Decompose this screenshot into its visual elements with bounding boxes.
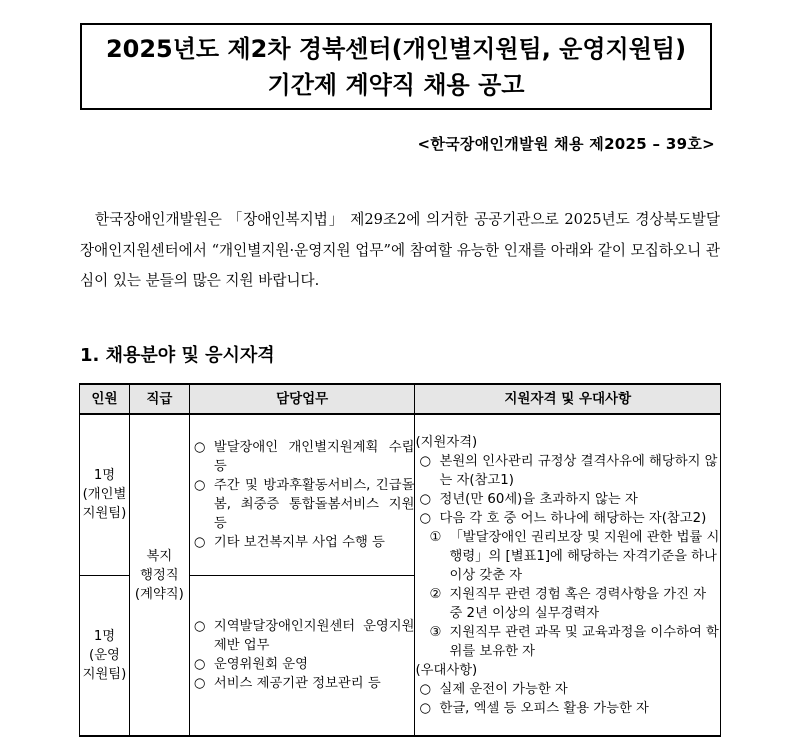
list-item: ○ 발달장애인 개인별지원계획 수립 등 [193, 439, 415, 474]
header-rank: 직급 [129, 384, 189, 414]
qualifications-cell [415, 414, 721, 736]
qualification-heading: (지원자격) [415, 434, 478, 450]
intro-paragraph [80, 205, 720, 297]
list-item: ○ 다음 각 호 중 어느 하나에 해당하는 자(참고2) [419, 510, 707, 526]
list-item: ○ 정년(만 60세)을 초과하지 않는 자 [419, 491, 638, 507]
list-item: ○ 기타 보건복지부 사업 수행 등 [193, 534, 385, 550]
list-item: ② 지원직무 관련 경험 혹은 경력사항을 가진 자 중 2년 이상의 실무경력자 [429, 586, 707, 621]
duties-list [190, 617, 415, 693]
rank-cell: 복지 행정직 (계약직) [129, 414, 189, 736]
list-item: ○ 지역발달장애인지원센터 운영지원 제반 업무 [193, 619, 415, 654]
header-count: 인원 [80, 384, 130, 414]
table-header-row [80, 384, 721, 414]
headcount-cell: 1명 (운영 지원팀) [80, 575, 130, 736]
notice-number: <한국장애인개발원 채용 제2025 – 39호> [417, 135, 715, 153]
list-item: ○ 실제 운전이 가능한 자 [419, 681, 568, 697]
list-item: ○ 운영위원회 운영 [193, 657, 308, 673]
headcount-cell: 1명 (개인별 지원팀) [80, 414, 130, 575]
list-item: ○ 서비스 제공기관 정보관리 등 [193, 676, 381, 692]
header-qualifications: 지원자격 및 우대사항 [415, 384, 721, 414]
notice-title-box [80, 23, 712, 110]
notice-title-line1: 2025년도 제2차 경북센터(개인별지원팀, 운영지원팀) [105, 35, 687, 63]
list-item: ○ 한글, 엑셀 등 오피스 활용 가능한 자 [419, 700, 649, 716]
list-item: ③ 지원직무 관련 과목 및 교육과정을 이수하여 학위를 보유한 자 [429, 624, 719, 659]
intro-text: 한국장애인개발원은 「장애인복지법」 제29조2에 의거한 공공기관으로 2025년도 경상북도발달장애인지원센터에서 “개인별지원·운영지원 업무”에 참여할 유능한 인재를 아래와 같이 모집하오니 관심이 있는 분들의 많은 지원 바랍니다. [80, 211, 720, 289]
criteria-sub-list [415, 528, 720, 661]
qualification-list [415, 452, 720, 528]
list-item: ○ 본원의 인사관리 규정상 결격사유에 해당하지 않는 자(참고1) [419, 453, 718, 488]
preference-heading: (우대사항) [415, 662, 478, 678]
duties-cell [189, 575, 415, 736]
table-row [80, 414, 721, 575]
duties-list [190, 438, 415, 552]
header-duties: 담당업무 [189, 384, 415, 414]
preference-list [415, 680, 720, 718]
recruitment-table [79, 383, 721, 737]
notice-title-line2: 기간제 계약직 채용 공고 [267, 71, 525, 99]
list-item: ○ 주간 및 방과후활동서비스, 긴급돌봄, 최중증 통합돌봄서비스 지원 등 [193, 477, 415, 531]
list-item: ① 「발달장애인 권리보장 및 지원에 관한 법률 시행령」의 [별표1]에 해당하는 자격기준을 하나 이상 갖춘 자 [429, 529, 720, 583]
duties-cell [189, 414, 415, 575]
section-heading: 1. 채용분야 및 응시자격 [80, 345, 275, 366]
